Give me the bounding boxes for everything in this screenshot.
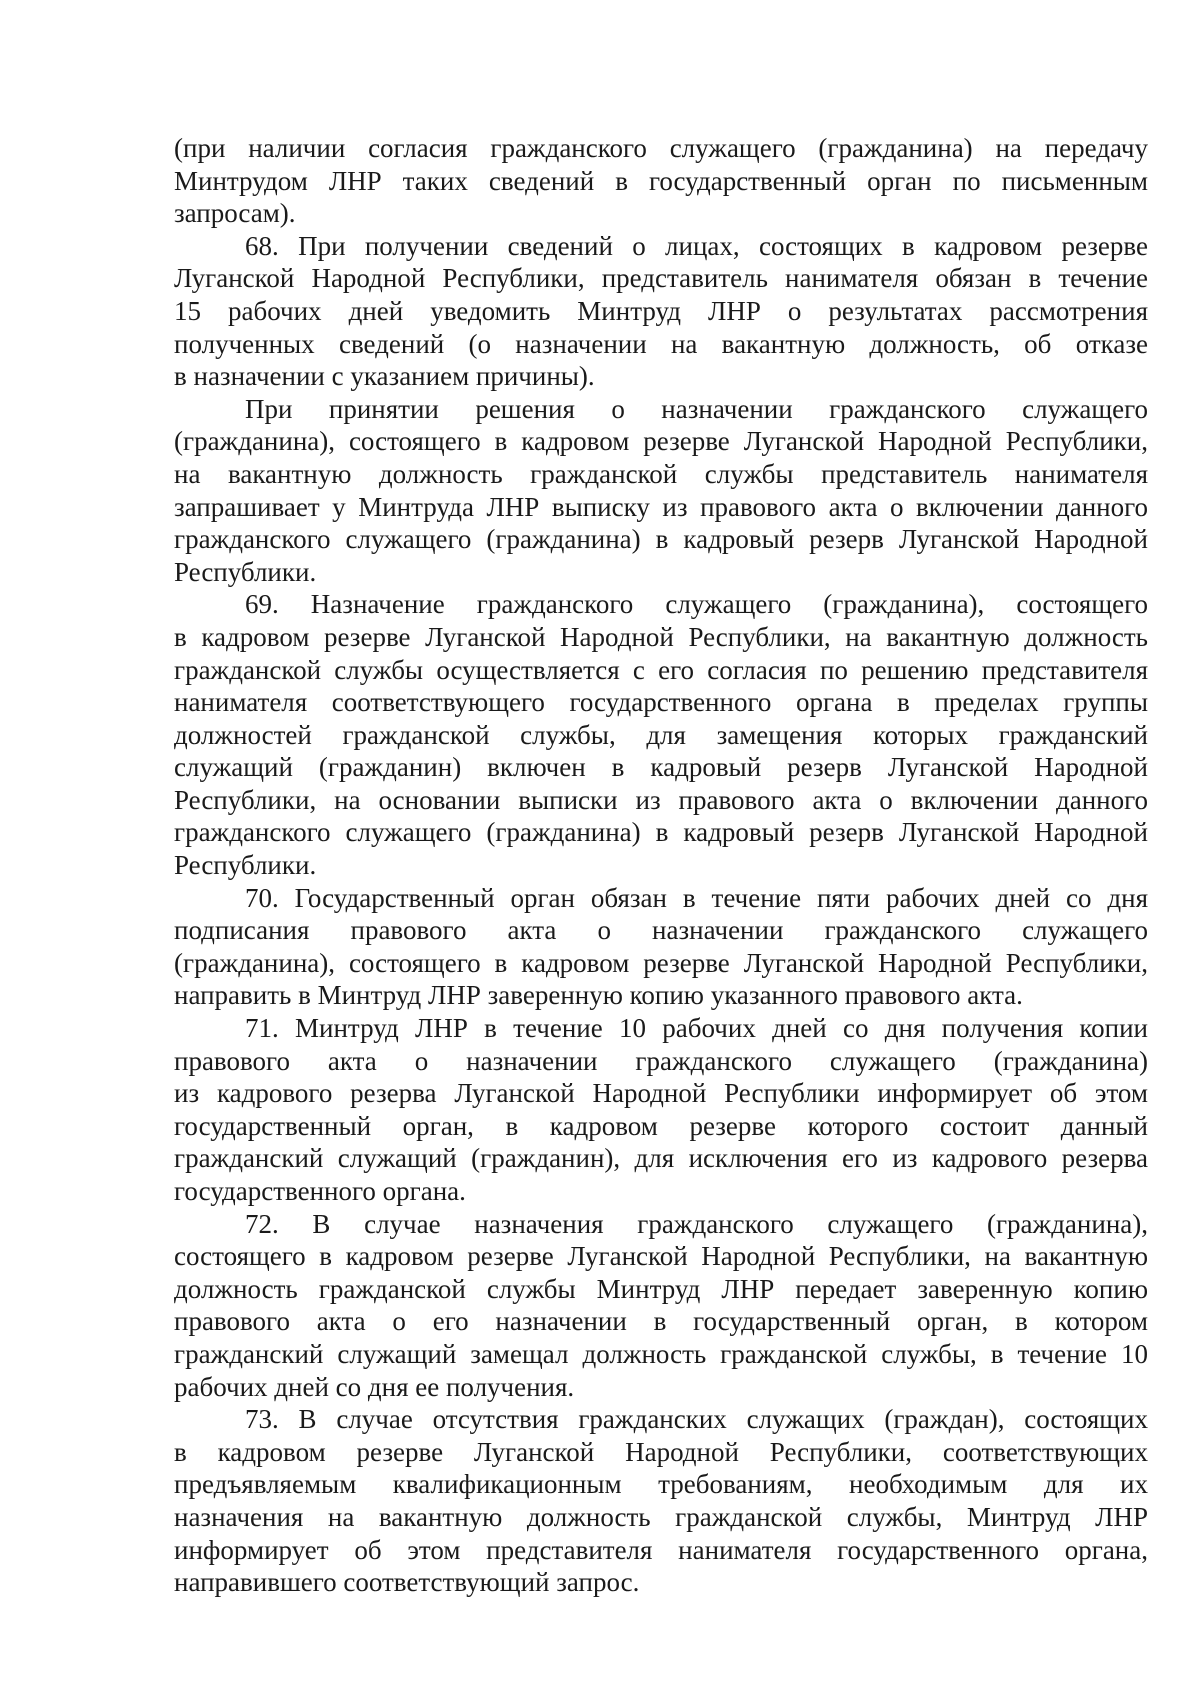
text-line: гражданского служащего (гражданина) в кадровый резерв Луганской Народной xyxy=(174,524,1148,555)
text-line: 72. В случае назначения гражданского служащего (гражданина), xyxy=(245,1208,1148,1239)
paragraph-72 xyxy=(174,1208,1148,1404)
text-line: Минтрудом ЛНР таких сведений в государственный орган по письменным xyxy=(174,165,1148,196)
text-line: (гражданина), состоящего в кадровом резерве Луганской Народной Республики, xyxy=(174,947,1148,978)
text-line: нанимателя соответствующего государственного органа в пределах группы xyxy=(174,687,1148,718)
paragraph-70 xyxy=(174,882,1148,1012)
text-line: направить в Минтруд ЛНР заверенную копию указанного правового акта. xyxy=(174,980,1023,1011)
text-line: Республики, на основании выписки из правового акта о включении данного xyxy=(174,784,1148,815)
text-line: должностей гражданской службы, для замещения которых гражданский xyxy=(174,719,1148,750)
text-line: назначения на вакантную должность гражданской службы, Минтруд ЛНР xyxy=(174,1501,1148,1532)
text-line: 69. Назначение гражданского служащего (гражданина), состоящего xyxy=(245,589,1148,620)
text-line: Республики. xyxy=(174,850,317,881)
paragraph-68-second xyxy=(174,393,1148,589)
text-line: служащий (гражданин) включен в кадровый резерв Луганской Народной xyxy=(174,752,1148,783)
text-line: подписания правового акта о назначении гражданского служащего xyxy=(174,915,1148,946)
text-line: полученных сведений (о назначении на вакантную должность, об отказе xyxy=(174,328,1148,359)
text-line: в кадровом резерве Луганской Народной Республики, на вакантную должность xyxy=(174,621,1148,652)
text-line: (при наличии согласия гражданского служащего (гражданина) на передачу xyxy=(174,133,1148,163)
text-line: государственного органа. xyxy=(174,1176,466,1206)
text-line: Республики. xyxy=(174,556,317,587)
text-line: запросам). xyxy=(174,198,296,229)
text-line: в назначении с указанием причины). xyxy=(174,361,595,392)
text-line: гражданского служащего (гражданина) в кадровый резерв Луганской Народной xyxy=(174,817,1148,848)
text-line: на вакантную должность гражданской службы представитель нанимателя xyxy=(174,458,1148,489)
text-line: 70. Государственный орган обязан в течение пяти рабочих дней со дня xyxy=(245,882,1148,913)
paragraph-73 xyxy=(174,1403,1148,1599)
document-body xyxy=(174,132,1148,1599)
paragraph-71 xyxy=(174,1012,1148,1208)
text-line: гражданской службы осуществляется с его согласия по решению представителя xyxy=(174,654,1148,685)
text-line: состоящего в кадровом резерве Луганской Народной Республики, на вакантную xyxy=(174,1241,1148,1272)
text-line: правового акта о назначении гражданского служащего (гражданина) xyxy=(174,1045,1148,1076)
text-line: информирует об этом представителя нанимателя государственного органа, xyxy=(174,1534,1148,1565)
paragraph-69 xyxy=(174,588,1148,881)
text-line: 71. Минтруд ЛНР в течение 10 рабочих дней со дня получения копии xyxy=(245,1013,1148,1044)
text-line: При принятии решения о назначении гражданского служащего xyxy=(245,393,1148,424)
text-line: из кадрового резерва Луганской Народной Республики информирует об этом xyxy=(174,1078,1148,1109)
text-line: 15 рабочих дней уведомить Минтруд ЛНР о результатах рассмотрения xyxy=(174,295,1148,326)
paragraph-continuation xyxy=(174,132,1148,230)
text-line: правового акта о его назначении в государственный орган, в котором xyxy=(174,1306,1148,1337)
text-line: гражданский служащий замещал должность гражданской службы, в течение 10 xyxy=(174,1338,1148,1369)
text-line: государственный орган, в кадровом резерве которого состоит данный xyxy=(174,1110,1148,1141)
text-line: 73. В случае отсутствия гражданских служащих (граждан), состоящих xyxy=(245,1404,1148,1435)
text-line: должность гражданской службы Минтруд ЛНР передает заверенную копию xyxy=(174,1273,1148,1304)
text-line: запрашивает у Минтруда ЛНР выписку из правового акта о включении данного xyxy=(174,491,1148,522)
text-line: в кадровом резерве Луганской Народной Республики, соответствующих xyxy=(174,1436,1148,1467)
text-line: направившего соответствующий запрос. xyxy=(174,1567,640,1598)
text-line: 68. При получении сведений о лицах, состоящих в кадровом резерве xyxy=(245,230,1148,261)
text-line: рабочих дней со дня ее получения. xyxy=(174,1371,575,1402)
text-line: (гражданина), состоящего в кадровом резерве Луганской Народной Республики, xyxy=(174,426,1148,457)
text-line: гражданский служащий (гражданин), для исключения его из кадрового резерва xyxy=(174,1143,1148,1174)
text-line: предъявляемым квалификационным требованиям, необходимым для их xyxy=(174,1469,1148,1500)
paragraph-68 xyxy=(174,230,1148,393)
text-line: Луганской Народной Республики, представитель нанимателя обязан в течение xyxy=(174,263,1148,294)
